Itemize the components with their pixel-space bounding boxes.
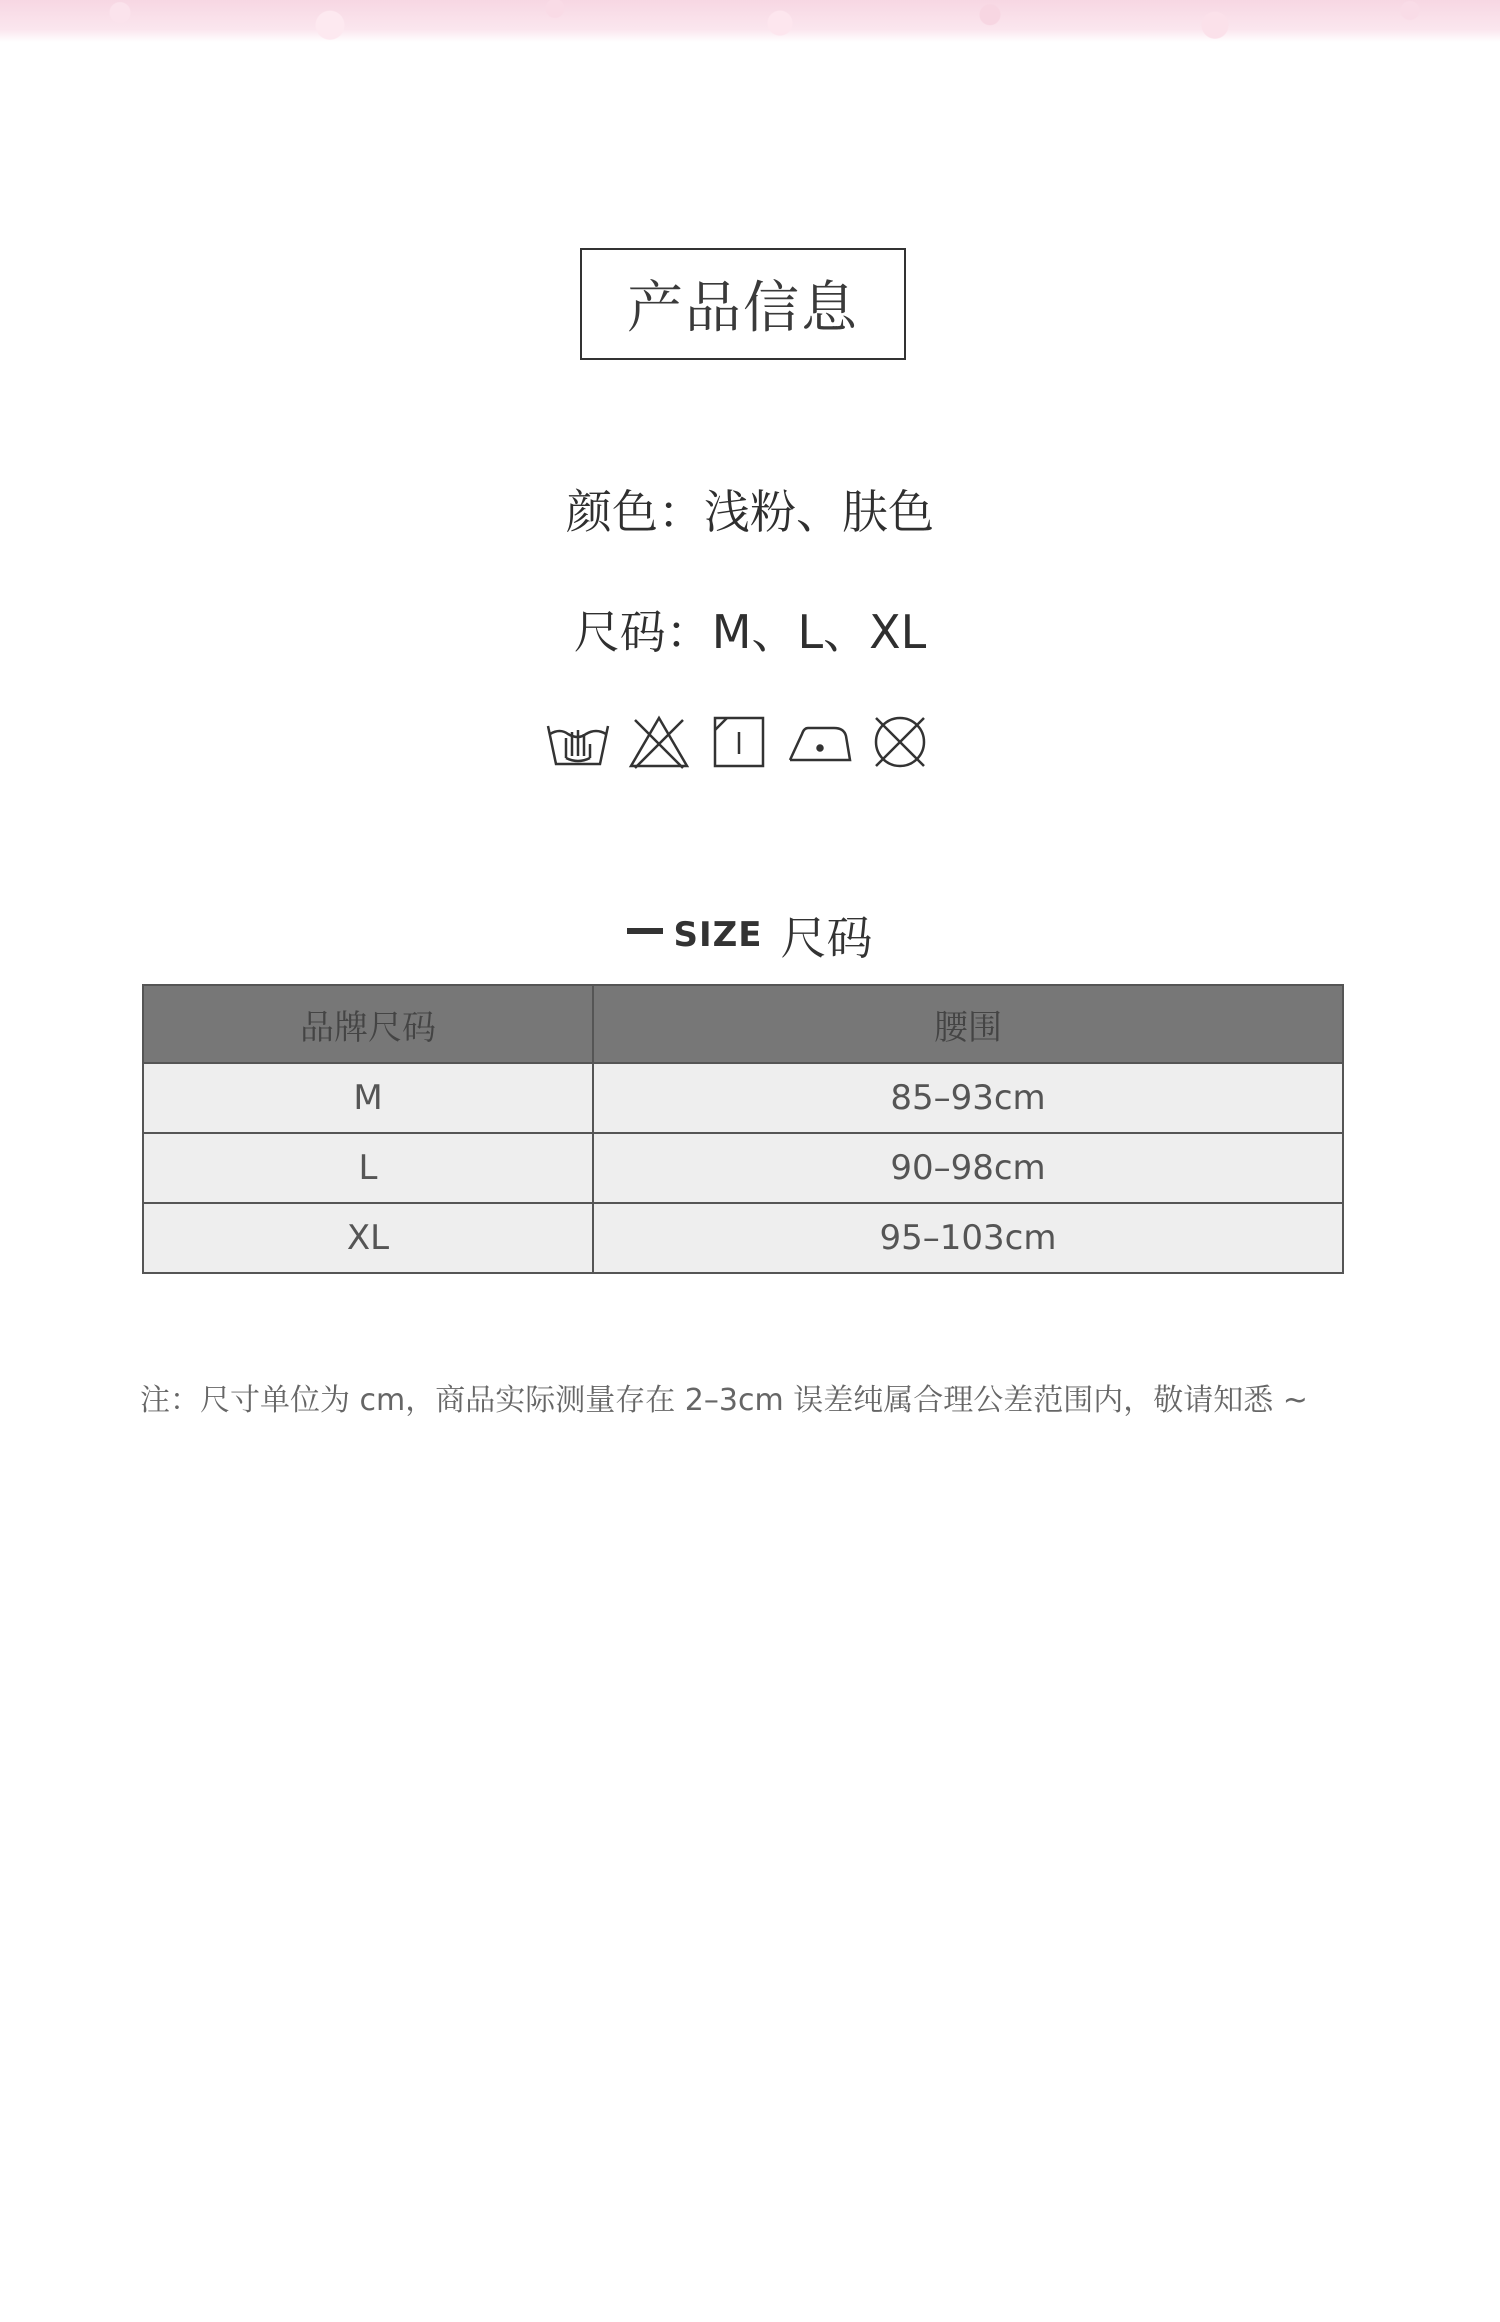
size-heading [0,902,1500,968]
table-header-row [143,985,1343,1063]
table-row [143,1203,1343,1273]
size-heading-en: SIZE [673,915,763,955]
hand-wash-icon [544,712,612,772]
heading-dash [627,928,663,934]
size-cell: XL [143,1203,593,1273]
waist-cell: 90–98cm [593,1133,1343,1203]
table-row [143,1133,1343,1203]
size-cell: M [143,1063,593,1133]
iron-low-icon [786,712,854,772]
care-icons [544,712,934,772]
size-heading-cn: 尺码 [780,911,873,965]
no-bleach-icon [625,712,693,772]
measurement-note: 注：尺寸单位为 cm，商品实际测量存在 2–3cm 误差纯属合理公差范围内，敬请知悉 ~ [140,1383,1308,1418]
product-image-strip [0,0,1500,42]
color-info: 颜色：浅粉、肤色 [566,485,934,539]
line-dry-icon [705,712,773,772]
no-dry-clean-icon [866,712,934,772]
waist-cell: 95–103cm [593,1203,1343,1273]
size-cell: L [143,1133,593,1203]
column-header-brand-size: 品牌尺码 [143,985,593,1063]
section-title: 产品信息 [580,248,906,360]
column-header-waist: 腰围 [593,985,1343,1063]
size-info: 尺码：M、L、XL [573,605,927,659]
size-table [142,984,1344,1274]
waist-cell: 85–93cm [593,1063,1343,1133]
table-row [143,1063,1343,1133]
